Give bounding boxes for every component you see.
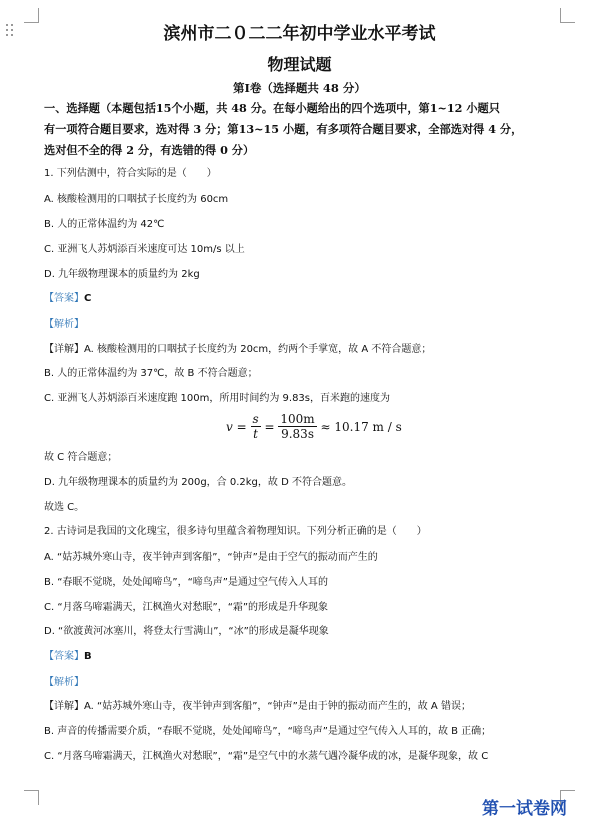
q1-after-line: D. 九年级物理课本的质量约为 200g，合 0.2kg，故 D 不符合题意。 [44, 477, 352, 488]
q1-answer [44, 292, 91, 305]
detail-tag: 【详解】 [44, 344, 84, 355]
formula-result: ≈ 10.17 m / s [320, 419, 402, 434]
q1-conclusion: 故选 C。 [44, 502, 85, 513]
q2-detail-line: B. 声音的传播需要介质，“春眠不觉晓，处处闻啼鸟”，“啼鸟声”是通过空气传入人耳的，故 B 正确； [44, 726, 492, 737]
instruction-line: 选对但不全的得 2 分，有选错的得 0 分） [44, 143, 255, 157]
q2-option-d: D. “欲渡黄河冰塞川，将登太行雪满山”，“冰”的形成是凝华现象 [44, 626, 329, 637]
exam-subtitle: 物理试题 [267, 55, 332, 74]
answer-value: B [84, 651, 92, 662]
answer-value: C [84, 293, 92, 304]
site-watermark: 第一试卷网 [482, 799, 567, 819]
detail-text: A. 核酸检测用的口咽拭子长度约为 20cm，约两个手掌宽，故 A 不符合题意； [84, 344, 432, 355]
q1-after-line: 故 C 符合题意； [44, 452, 118, 463]
detail-text: A. “姑苏城外寒山寺，夜半钟声到客船”，“钟声”是由于钟的振动而产生的，故 A 错误； [84, 701, 471, 712]
fraction-denominator: t [253, 427, 258, 441]
fraction-numerator: s [252, 412, 259, 426]
fraction-denominator: 9.83s [281, 427, 314, 441]
q2-option-a: A. “姑苏城外寒山寺，夜半钟声到客船”，“钟声”是由于空气的振动而产生的 [44, 552, 378, 563]
q2-detail-line [44, 700, 471, 713]
velocity-formula [226, 412, 402, 441]
fraction-numerator: 100m [280, 412, 315, 426]
fraction-values [278, 412, 316, 441]
q1-option-b: B. 人的正常体温约为 42℃ [44, 219, 165, 230]
q1-detail-line: B. 人的正常体温约为 37℃，故 B 不符合题意； [44, 368, 258, 379]
q2-option-c: C. “月落乌啼霜满天，江枫渔火对愁眠”，“霜”的形成是升华现象 [44, 602, 329, 613]
q1-detail-line [44, 343, 431, 356]
formula-equals: = [236, 419, 247, 434]
q2-answer [44, 650, 92, 663]
answer-tag: 【答案】 [44, 651, 84, 662]
instruction-line: 有一项符合题目要求，选对得 3 分；第13~15 小题，有多项符合题目要求，全部选对得 4 分， [44, 122, 523, 136]
q1-analysis-tag: 【解析】 [44, 319, 84, 330]
q1-stem: 1. 下列估测中，符合实际的是（ ） [44, 168, 217, 179]
q1-option-c: C. 亚洲飞人苏炳添百米速度可达 10m/s 以上 [44, 244, 245, 255]
q2-detail-line: C. “月落乌啼霜满天，江枫渔火对愁眠”，“霜”是空气中的水蒸气遇冷凝华成的冰，是凝华现象，故 C [44, 751, 489, 762]
q2-option-b: B. “春眠不觉晓，处处闻啼鸟”，“啼鸟声”是通过空气传入人耳的 [44, 577, 328, 588]
q2-stem: 2. 古诗词是我国的文化瑰宝，很多诗句里蕴含着物理知识。下列分析正确的是（ ） [44, 526, 427, 537]
section-title: 第Ⅰ卷（选择题共 48 分） [233, 81, 366, 95]
corner-mark-bottom-left [24, 790, 39, 805]
exam-title: 滨州市二０二二年初中学业水平考试 [163, 24, 436, 44]
answer-tag: 【答案】 [44, 293, 84, 304]
q1-option-d: D. 九年级物理课本的质量约为 2kg [44, 269, 200, 280]
detail-tag: 【详解】 [44, 701, 84, 712]
formula-lhs: v [226, 419, 233, 434]
q1-detail-line: C. 亚洲飞人苏炳添百米速度跑 100m，所用时间约为 9.83s，百米跑的速度为 [44, 393, 391, 404]
q2-analysis-tag: 【解析】 [44, 677, 84, 688]
q1-option-a: A. 核酸检测用的口咽拭子长度约为 60cm [44, 194, 229, 205]
formula-equals: = [264, 419, 275, 434]
fraction-s-over-t [251, 412, 261, 441]
instruction-line: 一、选择题（本题包括15个小题，共 48 分。在每小题给出的四个选项中，第1~12 小题只 [44, 101, 500, 115]
